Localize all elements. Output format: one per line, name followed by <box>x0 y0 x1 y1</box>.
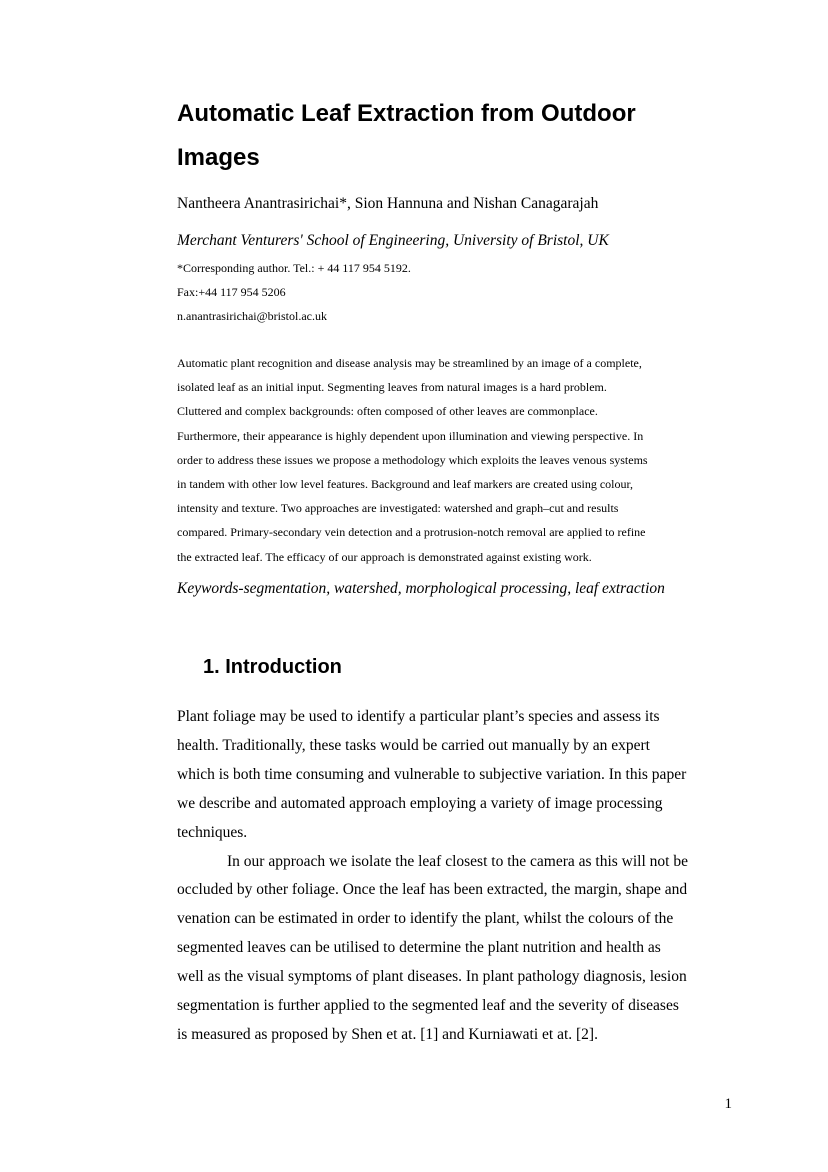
section-heading-introduction: 1. Introduction <box>203 656 342 678</box>
abstract-line: the extracted leaf. The efficacy of our approach is demonstrated against existing work. <box>177 549 592 564</box>
paragraph-line: which is both time consuming and vulnerable to subjective variation. In this paper <box>177 765 687 783</box>
corresponding-author-line: *Corresponding author. Tel.: + 44 117 954 5192. <box>177 261 411 275</box>
paragraph-line: health. Traditionally, these tasks would be carried out manually by an expert <box>177 736 650 754</box>
paragraph-line: occluded by other foliage. Once the leaf has been extracted, the margin, shape and <box>177 881 688 899</box>
introduction-body <box>177 703 737 1050</box>
title-line: Automatic Leaf Extraction from Outdoor <box>177 100 636 127</box>
abstract-line: compared. Primary-secondary vein detection and a protrusion-notch removal are applied to refine <box>177 525 646 540</box>
paragraph-line: venation can be estimated in order to identify the plant, whilst the colours of the <box>177 910 674 928</box>
paragraph-line: In our approach we isolate the leaf closest to the camera as this will not be <box>227 852 688 870</box>
contact-info <box>177 256 411 328</box>
paper-title <box>177 92 737 180</box>
title-line: Images <box>177 144 260 171</box>
affiliation: Merchant Venturers' School of Engineering, University of Bristol, UK <box>177 232 609 249</box>
abstract-line: Cluttered and complex backgrounds: often composed of other leaves are commonplace. <box>177 404 598 419</box>
abstract-line: Automatic plant recognition and disease analysis may be streamlined by an image of a complete, <box>177 356 642 370</box>
abstract-line: Furthermore, their appearance is highly dependent upon illumination and viewing perspective. In <box>177 428 644 443</box>
paragraph-line: segmentation is further applied to the segmented leaf and the severity of diseases <box>177 997 679 1015</box>
paragraph-line: well as the visual symptoms of plant diseases. In plant pathology diagnosis, lesion <box>177 968 687 986</box>
author-list: Nantheera Anantrasirichai*, Sion Hannuna and Nishan Canagarajah <box>177 195 599 212</box>
paragraph-line: techniques. <box>177 823 248 841</box>
email-line: n.anantrasirichai@bristol.ac.uk <box>177 309 327 323</box>
keywords: Keywords-segmentation, watershed, morphological processing, leaf extraction <box>177 580 665 597</box>
abstract-line: intensity and texture. Two approaches are investigated: watershed and graph–cut and results <box>177 501 619 516</box>
fax-line: Fax:+44 117 954 5206 <box>177 285 286 299</box>
paragraph-line: Plant foliage may be used to identify a particular plant’s species and assess its <box>177 708 660 725</box>
abstract-line: in tandem with other low level features. Background and leaf markers are created using colour, <box>177 477 634 492</box>
paragraph-line: we describe and automated approach employing a variety of image processing <box>177 794 663 812</box>
paragraph-line: segmented leaves can be utilised to determine the plant nutrition and health as <box>177 939 661 957</box>
paragraph-line: is measured as proposed by Shen et at. [1] and Kurniawati et at. [2]. <box>177 1025 598 1043</box>
abstract-line: isolated leaf as an initial input. Segmenting leaves from natural images is a hard problem. <box>177 380 607 395</box>
page-number: 1 <box>724 1096 732 1112</box>
abstract-line: order to address these issues we propose a methodology which exploits the leaves venous systems <box>177 452 648 467</box>
abstract <box>177 351 732 569</box>
